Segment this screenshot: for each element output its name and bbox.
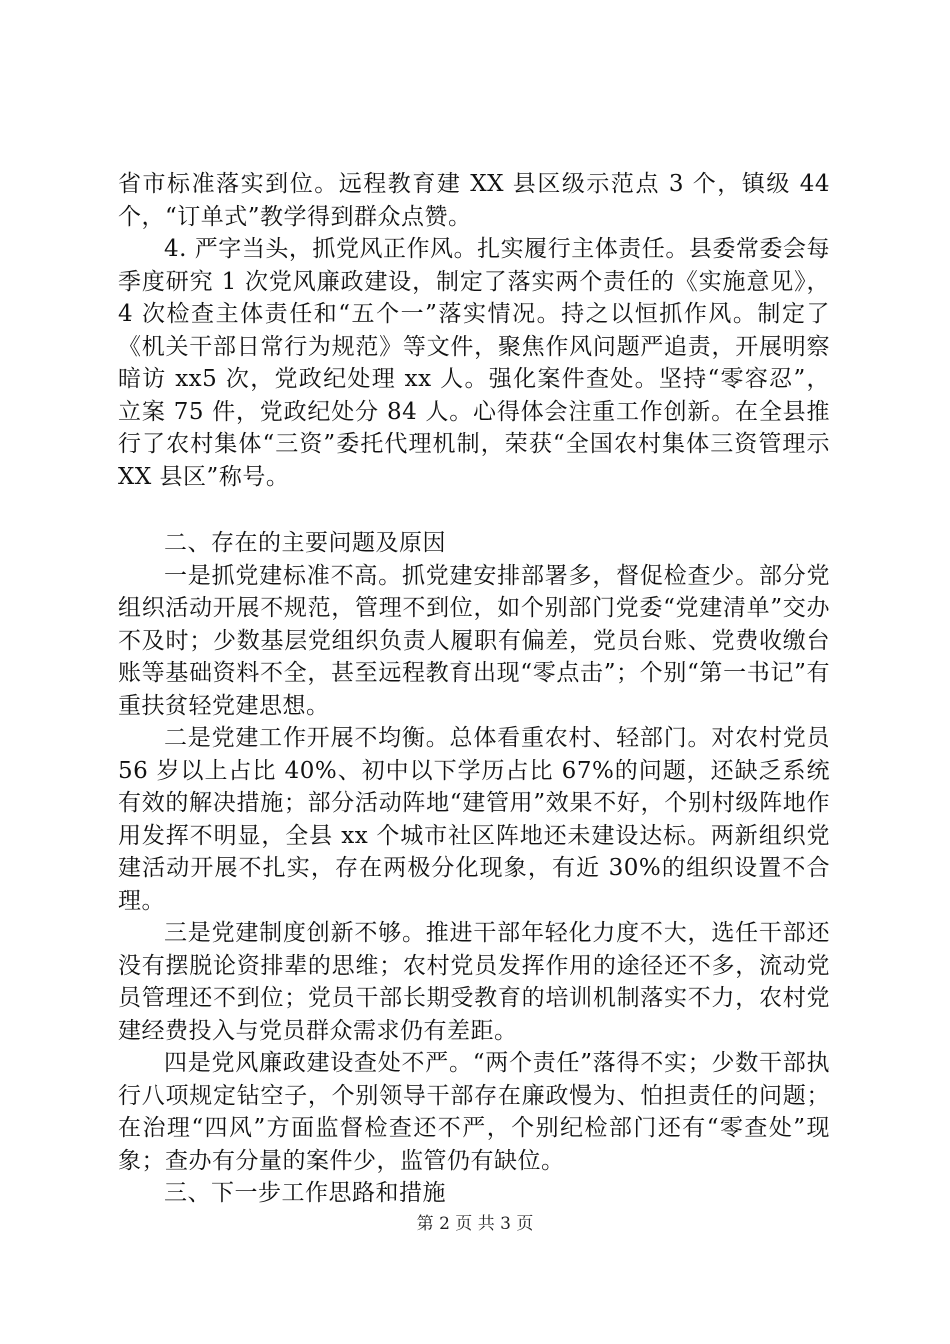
paragraph-item-4: 4. 严字当头，抓党风正作风。扎实履行主体责任。县委常委会每季度研究 1 次党风廉政建设，制定了落实两个责任的《实施意见》，4 次检查主体责任和“五个一”落实情况。持之以恒抓作风。制定了《机关干部日常行为规范》等文件，聚焦作风问题严追责，开展明察暗访 xx5 次，党政纪处理 xx 人。强化案件查处。坚持“零容忍”，立案 75 件，党政纪处分 84 人。心得体会注重工作创新。在全县推行了农村集体“三资”委托代理机制，荣获“全国农村集体三资管理示 XX 县区”称号。 [118,236,830,490]
page-footer [0,1213,950,1235]
page-number: 第 2 页 共 3 页 [416,1214,534,1234]
paragraph-problem-1: 一是抓党建标准不高。抓党建安排部署多，督促检查少。部分党组织活动开展不规范，管理不到位，如个别部门党委“党建清单”交办不及时；少数基层党组织负责人履职有偏差，党员台账、党费收缴台账等基础资料不全，甚至远程教育出现“零点击”；个别“第一书记”有重扶贫轻党建思想。 [118,562,830,719]
paragraph-problem-2: 二是党建工作开展不均衡。总体看重农村、轻部门。对农村党员 56 岁以上占比 40%、初中以下学历占比 67%的问题，还缺乏系统有效的解决措施；部分活动阵地“建管用”效果不好，个别村级阵地作用发挥不明显，全县 xx 个城市社区阵地还未建设达标。两新组织党建活动开展不扎实，存在两极分化现象，有近 30%的组织设置不合理。 [118,725,830,914]
section-heading-problems: 二、存在的主要问题及原因 [164,530,446,556]
section-heading-next-steps: 三、下一步工作思路和措施 [164,1180,446,1206]
document-body [118,168,830,1210]
paragraph-continuation: 省市标准落实到位。远程教育建 XX 县区级示范点 3 个，镇级 44 个，“订单式”教学得到群众点赞。 [118,171,830,230]
paragraph-problem-4: 四是党风廉政建设查处不严。“两个责任”落得不实；少数干部执行八项规定钻空子，个别领导干部存在廉政慢为、怕担责任的问题；在治理“四风”方面监督检查还不严，个别纪检部门还有“零查处”现象；查办有分量的案件少，监管仍有缺位。 [118,1050,830,1174]
paragraph-problem-3: 三是党建制度创新不够。推进干部年轻化力度不大，选任干部还没有摆脱论资排辈的思维；农村党员发挥作用的途径还不多，流动党员管理还不到位；党员干部长期受教育的培训机制落实不力，农村党建经费投入与党员群众需求仍有差距。 [118,920,830,1044]
